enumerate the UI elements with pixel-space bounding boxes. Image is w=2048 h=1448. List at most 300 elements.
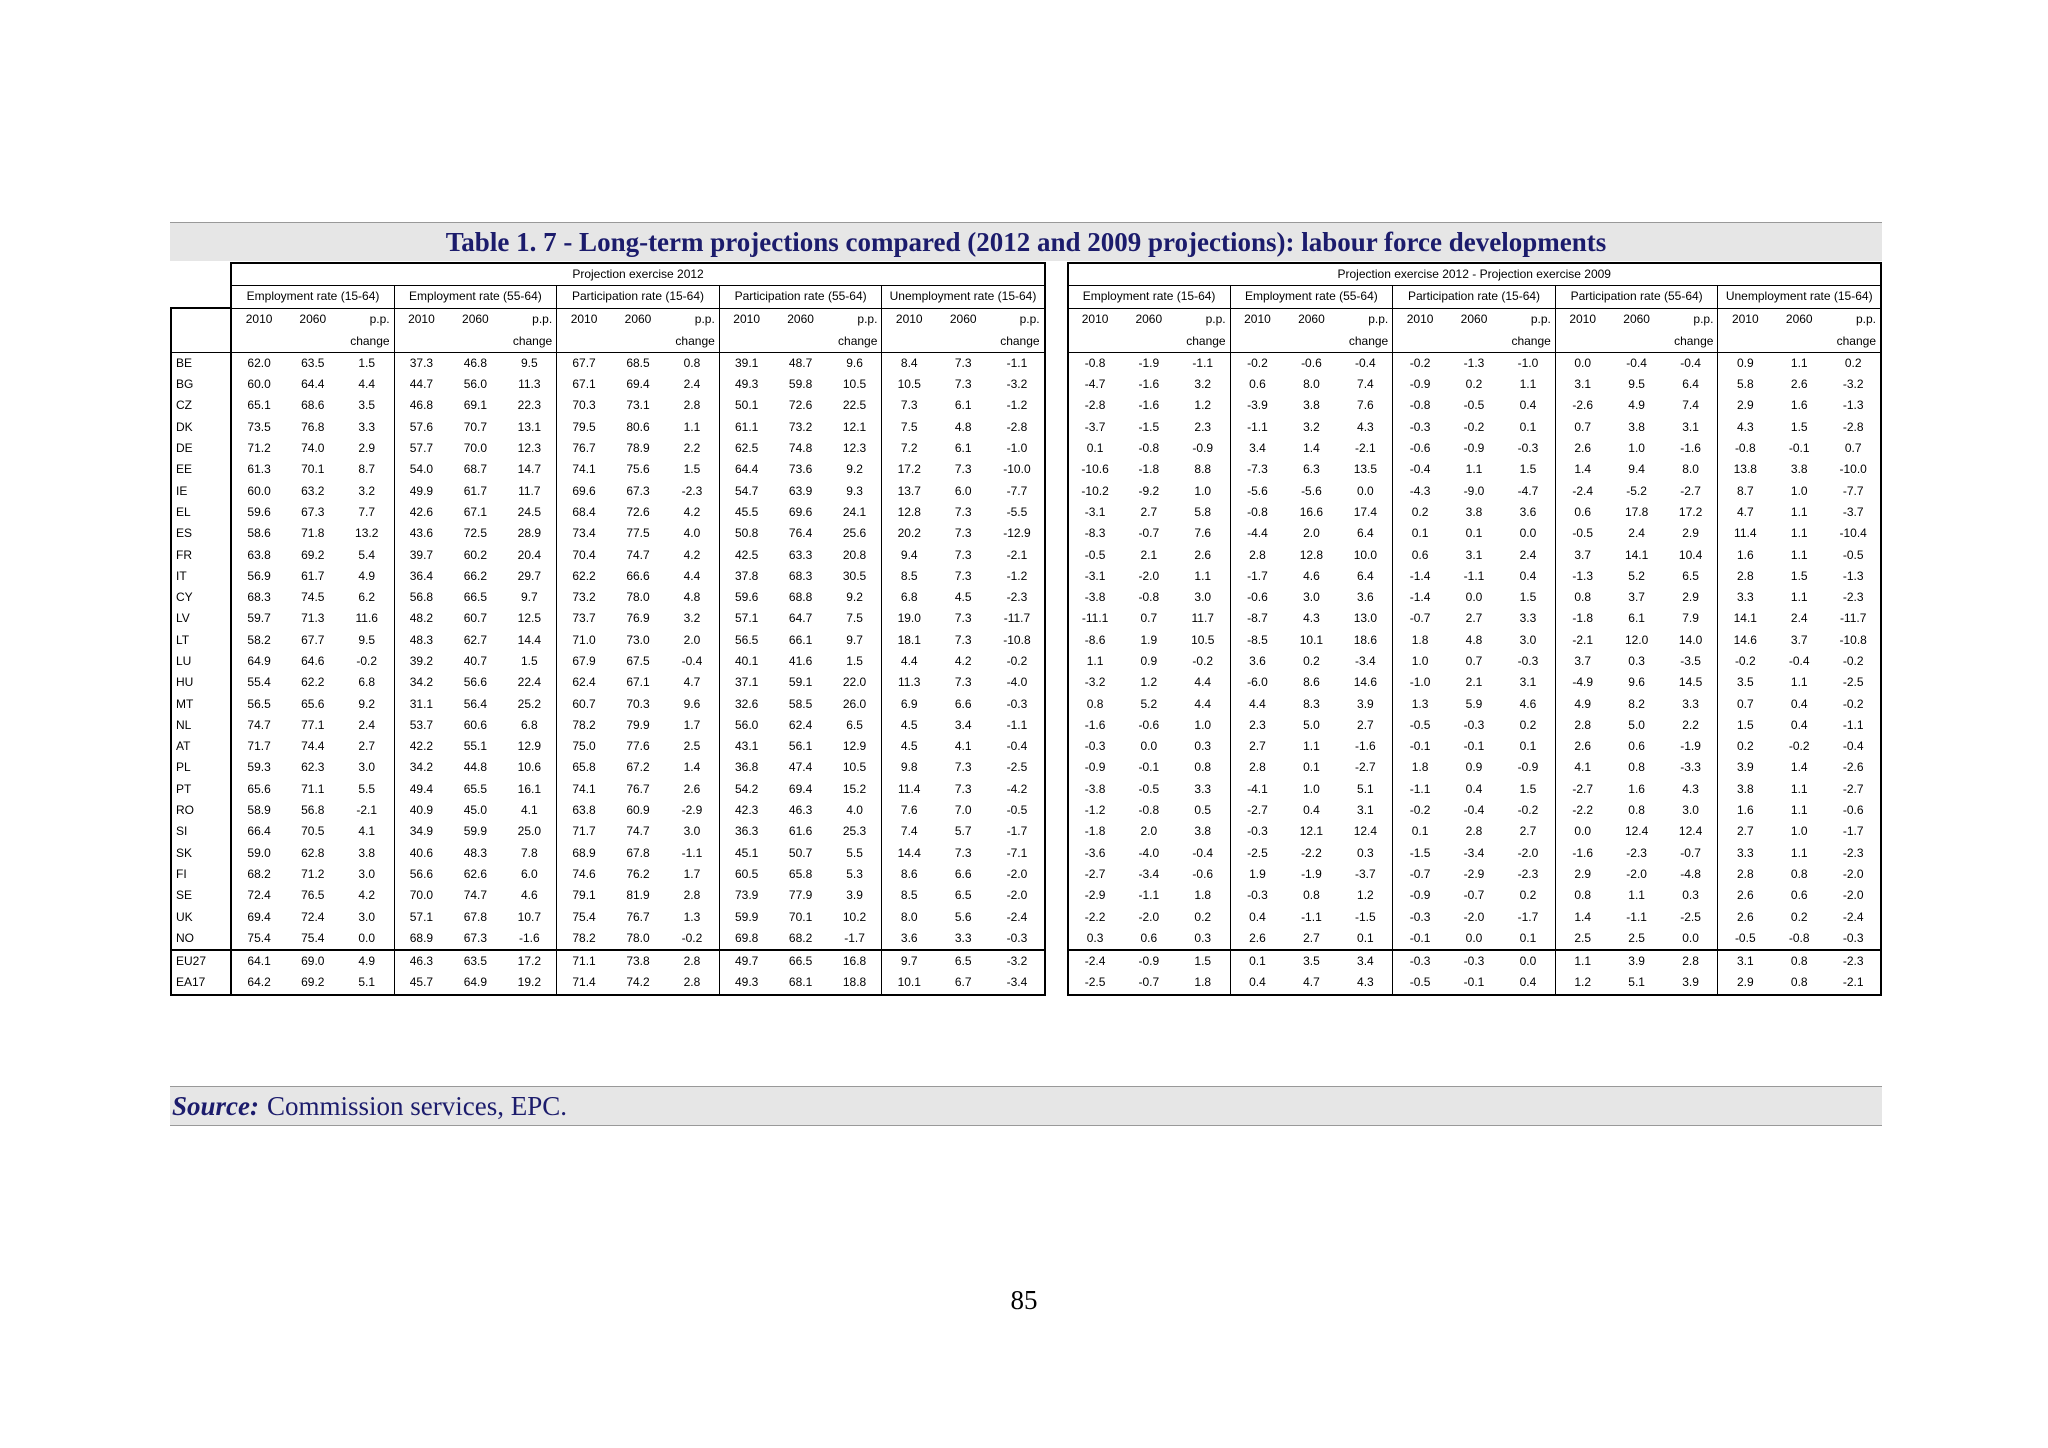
value-cell: -0.6 [1192,866,1214,881]
country-label: EE [171,459,231,480]
value-cell: 56.1 [788,739,813,754]
label-header-cell [171,330,231,352]
country-label: IT [171,566,231,587]
value-cell: 12.3 [842,441,867,456]
value-cell: 14.1 [1718,608,1772,629]
value-cell: -1.9 [1680,739,1701,754]
group-header: Employment rate (15-64) [1068,286,1231,308]
value-cell: -1.3 [1826,566,1881,587]
value-cell: 22.0 [842,675,867,690]
value-cell: -1.6 [1355,739,1376,754]
value-cell: 59.8 [788,377,813,392]
value-cell: 2.5 [683,739,701,754]
gap-cell [1045,330,1068,352]
value-cell: -12.9 [990,523,1044,544]
gap-cell [1045,928,1068,950]
value-cell: 0.3 [1682,888,1699,903]
value-cell: 2.9 [1555,864,1609,885]
value-cell: 2.0 [1303,526,1320,541]
value-cell: -2.3 [681,483,703,498]
value-cell: 68.2 [231,864,285,885]
value-cell: -3.4 [1138,866,1160,881]
value-cell: 1.4 [1303,441,1320,456]
value-cell: 63.8 [557,800,611,821]
value-cell: 13.2 [355,526,379,541]
value-cell: 8.6 [882,864,936,885]
value-cell: 49.3 [719,374,773,395]
value-cell: 11.4 [1718,523,1772,544]
value-cell: 42.3 [719,800,773,821]
table-title-band [170,222,1882,261]
value-cell: 14.5 [1678,675,1703,690]
value-cell: -1.5 [1393,843,1447,864]
value-cell: 7.0 [954,803,972,818]
value-cell: -2.0 [1463,909,1485,924]
value-cell: 45.1 [719,843,773,864]
value-cell: 31.1 [394,693,448,714]
value-cell: 0.4 [1519,398,1537,413]
value-cell: 48.7 [788,355,813,370]
value-cell: 68.6 [301,398,325,413]
value-cell: 2.7 [1140,504,1158,519]
gap-cell [1045,779,1068,800]
value-cell: 3.0 [358,909,376,924]
page-number: 85 [1010,1285,1038,1315]
value-cell: 2.8 [1718,566,1772,587]
value-cell: 7.6 [1194,526,1212,541]
value-cell: 56.6 [463,675,488,690]
value-cell: 9.3 [846,483,863,498]
value-cell: -2.8 [1826,417,1881,438]
value-cell: 6.6 [954,696,972,711]
value-cell: -0.8 [1138,590,1160,605]
value-cell: 20.4 [517,547,542,562]
value-cell: 1.8 [1393,757,1447,778]
value-cell: 74.1 [557,459,611,480]
value-cell: -1.7 [990,821,1044,842]
value-cell: 62.4 [557,672,611,693]
value-cell: 7.6 [882,800,936,821]
value-cell: 3.3 [954,930,972,945]
country-label: HU [171,672,231,693]
value-cell: 70.3 [626,696,650,711]
country-label: FR [171,544,231,565]
table-title: Table 1. 7 - Long-term projections compared (2012 and 2009 projections): labour force developments [445,226,1607,257]
table-row [171,906,1881,927]
value-cell: 62.3 [301,760,325,775]
value-cell: 7.5 [882,417,936,438]
value-cell: 0.6 [1140,930,1158,945]
value-cell: 70.0 [463,441,488,456]
value-cell: 3.4 [1230,438,1284,459]
gap-cell [1045,544,1068,565]
value-cell: 4.2 [954,653,972,668]
value-cell: -0.9 [1068,757,1122,778]
value-cell: 71.3 [301,611,325,626]
value-cell: 0.8 [1772,972,1826,994]
value-cell: -7.3 [1230,459,1284,480]
value-cell: 3.7 [1628,590,1645,605]
value-cell: -3.2 [1826,374,1881,395]
value-cell: 3.2 [358,483,376,498]
value-cell: -1.9 [1301,866,1322,881]
year-header: 2060 [1298,311,1325,326]
value-cell: 5.0 [1628,717,1645,732]
value-cell: -3.9 [1230,395,1284,416]
value-cell: 8.7 [1718,480,1772,501]
value-cell: 3.8 [1628,419,1645,434]
value-cell: 18.1 [882,630,936,651]
value-cell: 57.6 [394,417,448,438]
exercise-header-row [171,263,1881,286]
value-cell: -0.3 [1393,417,1447,438]
value-cell: 5.2 [1140,696,1158,711]
value-cell: 25.3 [842,824,867,839]
value-cell: -0.6 [1301,355,1322,370]
value-cell: 60.9 [626,803,650,818]
value-cell: -5.5 [990,502,1044,523]
value-cell: -1.8 [1555,608,1609,629]
value-cell: 0.1 [1303,760,1320,775]
value-cell: 3.3 [1718,843,1772,864]
table-row [171,693,1881,714]
value-cell: 16.1 [517,781,542,796]
gap-cell [1045,672,1068,693]
value-cell: 39.1 [719,352,773,374]
value-cell: -1.6 [1555,843,1609,864]
value-cell: 0.3 [1194,930,1212,945]
value-cell: -2.0 [1626,866,1647,881]
value-cell: 16.6 [1299,504,1324,519]
value-cell: -1.8 [1068,821,1122,842]
value-cell: 24.5 [517,504,542,519]
change-header: change [1339,330,1393,352]
value-cell: 24.1 [842,504,867,519]
group-header: Unemployment rate (15-64) [882,286,1045,308]
value-cell: 2.6 [1718,906,1772,927]
country-label: AT [171,736,231,757]
value-cell: 8.5 [882,566,936,587]
value-cell: 71.7 [231,736,285,757]
year-header: 2010 [719,308,773,330]
value-cell: 56.0 [463,377,488,392]
value-cell: 0.4 [1790,696,1808,711]
value-cell: -0.8 [1718,438,1772,459]
value-cell: 0.2 [1790,909,1808,924]
value-cell: 7.3 [882,395,936,416]
value-cell: 2.2 [683,441,701,456]
value-cell: -3.2 [1068,672,1122,693]
value-cell: 2.6 [1555,736,1609,757]
value-cell: -7.1 [990,843,1044,864]
value-cell: 75.0 [557,736,611,757]
gap-cell [1045,523,1068,544]
value-cell: -0.1 [1138,760,1160,775]
value-cell: 7.7 [358,504,376,519]
value-cell: 37.3 [394,352,448,374]
value-cell: 10.5 [842,760,867,775]
gap-cell [1045,263,1068,286]
value-cell: -10.8 [1826,630,1881,651]
value-cell: 1.6 [1718,544,1772,565]
value-cell: 11.3 [518,377,541,392]
value-cell: 17.4 [1353,504,1378,519]
value-cell: 71.2 [301,866,325,881]
value-cell: 4.0 [846,803,863,818]
value-cell: 19.0 [882,608,936,629]
change-header: change [828,330,882,352]
value-cell: 3.7 [1555,651,1609,672]
table-row [171,352,1881,374]
value-cell: 59.1 [788,675,813,690]
value-cell: -3.3 [1680,760,1701,775]
value-cell: 3.5 [358,398,376,413]
value-cell: 0.0 [1357,483,1374,498]
value-cell: 39.2 [394,651,448,672]
value-cell: 67.1 [463,504,488,519]
value-cell: 2.8 [1230,544,1284,565]
country-label: DE [171,438,231,459]
country-label: ES [171,523,231,544]
table-row [171,651,1881,672]
value-cell: 71.1 [301,781,325,796]
value-cell: 7.3 [954,760,972,775]
gap-cell [1045,800,1068,821]
value-cell: -0.2 [1718,651,1772,672]
value-cell: 11.6 [355,611,378,626]
value-cell: 6.6 [954,866,972,881]
value-cell: -0.9 [1122,950,1176,972]
table-row [171,608,1881,629]
value-cell: 73.9 [719,885,773,906]
value-cell: -0.8 [1230,502,1284,523]
value-cell: 12.5 [517,611,542,626]
value-cell: 78.2 [557,928,611,950]
value-cell: 5.8 [1718,374,1772,395]
value-cell: 2.8 [1230,757,1284,778]
value-cell: 11.7 [518,483,541,498]
change-header: change [990,330,1044,352]
value-cell: -10.4 [1826,523,1881,544]
value-cell: -11.1 [1068,608,1122,629]
value-cell: 34.9 [394,821,448,842]
value-cell: 49.4 [394,779,448,800]
value-cell: 4.3 [1718,417,1772,438]
value-cell: 4.4 [1194,675,1212,690]
value-cell: -9.2 [1138,483,1160,498]
gap-cell [1045,502,1068,523]
value-cell: 30.5 [842,568,867,583]
value-cell: 74.0 [301,441,325,456]
value-cell: 3.0 [1519,632,1537,647]
value-cell: 3.1 [1465,547,1483,562]
value-cell: 67.5 [626,653,650,668]
value-cell: 48.3 [394,630,448,651]
value-cell: 4.1 [520,803,538,818]
value-cell: -2.8 [990,417,1044,438]
value-cell: 72.6 [788,398,813,413]
value-cell: -2.3 [1826,843,1881,864]
value-cell: 3.9 [1357,696,1374,711]
value-cell: 63.3 [788,547,813,562]
value-cell: -0.2 [1393,800,1447,821]
value-cell: 66.6 [626,568,650,583]
value-cell: 69.4 [231,906,285,927]
value-cell: 1.4 [683,760,701,775]
value-cell: 65.8 [557,757,611,778]
table-row [171,864,1881,885]
value-cell: 25.0 [517,824,542,839]
value-cell: 4.7 [683,675,701,690]
value-cell: 1.1 [1555,950,1609,972]
value-cell: 64.1 [231,950,285,972]
value-cell: 2.3 [1230,715,1284,736]
gap-cell [1045,286,1068,308]
value-cell: -2.0 [1517,845,1539,860]
value-cell: -1.1 [1138,888,1160,903]
value-cell: 3.0 [683,824,701,839]
value-cell: 0.0 [1519,526,1537,541]
value-cell: 17.2 [502,950,556,972]
value-cell: 20.2 [882,523,936,544]
value-cell: 60.2 [463,547,488,562]
country-label: PL [171,757,231,778]
value-cell: -8.7 [1230,608,1284,629]
country-label: PT [171,779,231,800]
value-cell: 4.1 [1555,757,1609,778]
value-cell: 1.5 [683,462,701,477]
value-cell: 74.7 [463,888,488,903]
value-cell: 60.6 [463,717,488,732]
value-cell: 76.4 [788,526,813,541]
value-cell: 26.0 [842,696,867,711]
value-cell: -1.6 [1680,441,1701,456]
value-cell: -0.2 [1826,693,1881,714]
value-cell: 3.6 [882,928,936,950]
year-header: 2060 [1135,311,1163,326]
value-cell: 2.7 [1230,736,1284,757]
value-cell: -4.1 [1230,779,1284,800]
country-label: BG [171,374,231,395]
value-cell: 3.2 [1194,377,1212,392]
value-cell: 0.1 [1230,950,1284,972]
value-cell: 1.8 [1393,630,1447,651]
change-header: change [1501,330,1555,352]
year-header: 2060 [1460,311,1488,326]
value-cell: 74.6 [557,864,611,885]
value-cell: 4.6 [1303,568,1320,583]
value-cell: 7.4 [1682,398,1699,413]
value-cell: 1.1 [1194,568,1212,583]
value-cell: 45.0 [463,803,488,818]
empty-header-cell [774,330,828,352]
group-header: Participation rate (15-64) [557,286,720,308]
value-cell: -0.3 [990,693,1044,714]
value-cell: -0.1 [1393,928,1447,950]
value-cell: 74.5 [301,590,325,605]
value-cell: 64.7 [788,611,813,626]
value-cell: -0.1 [1463,739,1485,754]
value-cell: 2.8 [683,398,701,413]
value-cell: -0.3 [1230,821,1284,842]
value-cell: -7.7 [1826,480,1881,501]
value-cell: 13.5 [1353,462,1378,477]
value-cell: 64.9 [231,651,285,672]
table-row [171,459,1881,480]
value-cell: 2.0 [683,632,701,647]
value-cell: 8.4 [882,352,936,374]
value-cell: 62.2 [557,566,611,587]
group-header: Employment rate (15-64) [231,286,394,308]
value-cell: 3.6 [1230,651,1284,672]
value-cell: 59.6 [719,587,773,608]
value-cell: 4.8 [1465,632,1483,647]
value-cell: 12.9 [842,739,867,754]
value-cell: 45.7 [394,972,448,994]
value-cell: 0.8 [1194,760,1212,775]
group-header-row [171,286,1881,308]
value-cell: -0.6 [1138,717,1160,732]
value-cell: 60.5 [719,864,773,885]
value-cell: 1.0 [1194,717,1212,732]
value-cell: -1.7 [1230,566,1284,587]
gap-cell [1045,395,1068,416]
value-cell: 3.8 [1718,779,1772,800]
value-cell: 2.9 [1718,395,1772,416]
value-cell: 78.0 [626,930,650,945]
value-cell: 3.7 [1790,632,1808,647]
value-cell: 63.2 [301,483,325,498]
value-cell: 3.2 [683,611,701,626]
value-cell: -4.2 [990,779,1044,800]
value-cell: 49.7 [719,950,773,972]
value-cell: 1.5 [1790,419,1808,434]
gap-cell [1045,352,1068,374]
value-cell: 76.7 [626,909,650,924]
value-cell: 12.4 [1678,824,1703,839]
country-label: LT [171,630,231,651]
value-cell: 49.3 [719,972,773,994]
year-header-row [171,308,1881,330]
value-cell: 9.5 [520,355,538,370]
value-cell: 55.1 [463,739,488,754]
value-cell: 10.5 [842,377,867,392]
empty-header-cell [557,330,611,352]
value-cell: 57.1 [719,608,773,629]
value-cell: -0.4 [1192,845,1214,860]
country-label: CY [171,587,231,608]
value-cell: 0.8 [1068,693,1122,714]
value-cell: 0.1 [1519,739,1537,754]
value-cell: 2.7 [1303,930,1320,945]
value-cell: -0.3 [1230,885,1284,906]
empty-header-cell [394,330,448,352]
value-cell: 1.1 [1790,590,1808,605]
table-row [171,779,1881,800]
value-cell: 73.5 [231,417,285,438]
value-cell: -10.0 [990,459,1044,480]
table-row [171,480,1881,501]
value-cell: 67.7 [301,632,325,647]
value-cell: -0.3 [1463,717,1485,732]
country-label: IE [171,480,231,501]
value-cell: 9.6 [1628,675,1645,690]
value-cell: -1.3 [1826,395,1881,416]
value-cell: -0.5 [1463,398,1485,413]
value-cell: 1.1 [1790,803,1808,818]
value-cell: 3.1 [1682,419,1699,434]
value-cell: -0.5 [1826,544,1881,565]
